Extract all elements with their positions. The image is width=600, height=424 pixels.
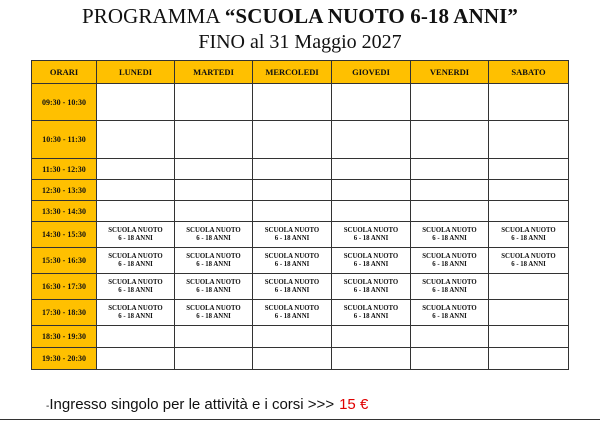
course-age-line: 6 - 18 ANNI (432, 234, 467, 242)
course-slot-cell (175, 222, 253, 248)
course-age-line: 6 - 18 ANNI (432, 312, 467, 320)
course-age-line: 6 - 18 ANNI (196, 260, 231, 268)
table-row (32, 274, 569, 300)
schedule-body (32, 84, 569, 370)
page-subtitle: FINO al 31 Maggio 2027 (198, 31, 402, 53)
schedule-table (31, 60, 569, 370)
empty-slot-cell (489, 201, 569, 222)
empty-slot-cell (332, 326, 411, 348)
empty-slot-cell (489, 180, 569, 201)
empty-slot-cell (175, 326, 253, 348)
footer-note (46, 396, 368, 413)
footer-bullet: - (46, 401, 50, 412)
course-name-line: SCUOLA NUOTO (343, 304, 399, 312)
course-slot-cell (97, 222, 175, 248)
course-slot-cell (332, 248, 411, 274)
course-name-line: SCUOLA NUOTO (108, 278, 163, 286)
course-age-line: 6 - 18 ANNI (118, 260, 153, 268)
empty-slot-cell (97, 180, 175, 201)
empty-slot-cell (97, 348, 175, 370)
empty-slot-cell (332, 348, 411, 370)
time-slot-label: 13:30 - 14:30 (32, 201, 97, 222)
time-column-header: ORARI (32, 61, 97, 84)
course-age-line: 6 - 18 ANNI (274, 312, 310, 320)
time-slot-label: 15:30 - 16:30 (32, 248, 97, 274)
course-age-line: 6 - 18 ANNI (511, 260, 546, 268)
course-slot-cell (411, 222, 489, 248)
empty-slot-cell (97, 326, 175, 348)
header-row (32, 61, 569, 84)
course-name-line: SCUOLA NUOTO (343, 278, 399, 286)
empty-slot-cell (97, 159, 175, 180)
course-name-line: SCUOLA NUOTO (422, 226, 477, 234)
empty-slot-cell (253, 201, 332, 222)
empty-slot-cell (411, 84, 489, 121)
course-slot-cell (97, 274, 175, 300)
empty-slot-cell (175, 180, 253, 201)
course-age-line: 6 - 18 ANNI (118, 312, 153, 320)
time-slot-label: 19:30 - 20:30 (32, 348, 97, 370)
price-label: 15 € (339, 396, 369, 413)
empty-slot-cell (253, 121, 332, 159)
empty-slot-cell (332, 84, 411, 121)
course-name-line: SCUOLA NUOTO (186, 252, 241, 260)
time-slot-label: 18:30 - 19:30 (32, 326, 97, 348)
course-slot-cell (411, 274, 489, 300)
time-slot-label: 10:30 - 11:30 (32, 121, 97, 159)
title-prefix: PROGRAMMA (82, 4, 220, 28)
course-age-line: 6 - 18 ANNI (353, 312, 389, 320)
course-age-line: 6 - 18 ANNI (196, 312, 231, 320)
course-name-line: SCUOLA NUOTO (108, 226, 163, 234)
empty-slot-cell (489, 348, 569, 370)
course-name-line: SCUOLA NUOTO (108, 252, 163, 260)
course-slot-cell (175, 274, 253, 300)
empty-slot-cell (489, 121, 569, 159)
course-name-line: SCUOLA NUOTO (264, 304, 320, 312)
empty-slot-cell (175, 159, 253, 180)
empty-slot-cell (411, 180, 489, 201)
empty-slot-cell (489, 300, 569, 326)
empty-slot-cell (489, 274, 569, 300)
empty-slot-cell (489, 84, 569, 121)
empty-slot-cell (175, 348, 253, 370)
empty-slot-cell (97, 121, 175, 159)
empty-slot-cell (332, 201, 411, 222)
day-header-venerdi: VENERDI (411, 61, 489, 84)
course-name-line: SCUOLA NUOTO (422, 252, 477, 260)
course-slot-cell (175, 248, 253, 274)
empty-slot-cell (175, 121, 253, 159)
table-row (32, 348, 569, 370)
course-name-line: SCUOLA NUOTO (186, 278, 241, 286)
empty-slot-cell (411, 159, 489, 180)
course-slot-cell (253, 274, 332, 300)
empty-slot-cell (97, 84, 175, 121)
course-slot-cell (175, 300, 253, 326)
empty-slot-cell (175, 84, 253, 121)
empty-slot-cell (253, 326, 332, 348)
empty-slot-cell (411, 121, 489, 159)
course-age-line: 6 - 18 ANNI (432, 286, 467, 294)
empty-slot-cell (411, 201, 489, 222)
table-row (32, 222, 569, 248)
course-name-line: SCUOLA NUOTO (501, 226, 556, 234)
empty-slot-cell (253, 84, 332, 121)
course-age-line: 6 - 18 ANNI (196, 234, 231, 242)
course-slot-cell (489, 248, 569, 274)
table-row (32, 121, 569, 159)
day-header-mercoledi: MERCOLEDI (253, 61, 332, 84)
day-header-lunedi: LUNEDI (97, 61, 175, 84)
empty-slot-cell (97, 201, 175, 222)
course-slot-cell (253, 300, 332, 326)
course-age-line: 6 - 18 ANNI (118, 286, 153, 294)
empty-slot-cell (489, 159, 569, 180)
empty-slot-cell (411, 326, 489, 348)
course-age-line: 6 - 18 ANNI (432, 260, 467, 268)
course-slot-cell (253, 248, 332, 274)
course-name-line: SCUOLA NUOTO (422, 304, 477, 312)
footer-text: Ingresso singolo per le attività e i corsi >>> (49, 396, 335, 413)
title-course: “SCUOLA NUOTO 6-18 ANNI” (224, 4, 518, 28)
course-name-line: SCUOLA NUOTO (343, 252, 399, 260)
course-age-line: 6 - 18 ANNI (118, 234, 153, 242)
course-name-line: SCUOLA NUOTO (186, 226, 241, 234)
empty-slot-cell (253, 348, 332, 370)
table-row (32, 180, 569, 201)
day-header-martedi: MARTEDI (175, 61, 253, 84)
course-name-line: SCUOLA NUOTO (186, 304, 241, 312)
time-slot-label: 09:30 - 10:30 (32, 84, 97, 121)
course-age-line: 6 - 18 ANNI (353, 260, 389, 268)
time-slot-label: 17:30 - 18:30 (32, 300, 97, 326)
table-row (32, 248, 569, 274)
day-header-giovedi: GIOVEDI (332, 61, 411, 84)
course-name-line: SCUOLA NUOTO (264, 252, 320, 260)
empty-slot-cell (332, 121, 411, 159)
table-row (32, 201, 569, 222)
course-age-line: 6 - 18 ANNI (353, 234, 389, 242)
course-age-line: 6 - 18 ANNI (196, 286, 231, 294)
course-slot-cell (253, 222, 332, 248)
empty-slot-cell (175, 201, 253, 222)
course-name-line: SCUOLA NUOTO (108, 304, 163, 312)
course-slot-cell (97, 300, 175, 326)
course-name-line: SCUOLA NUOTO (264, 278, 320, 286)
course-age-line: 6 - 18 ANNI (274, 286, 310, 294)
course-slot-cell (489, 222, 569, 248)
course-age-line: 6 - 18 ANNI (353, 286, 389, 294)
table-row (32, 300, 569, 326)
course-slot-cell (411, 248, 489, 274)
time-slot-label: 16:30 - 17:30 (32, 274, 97, 300)
time-slot-label: 12:30 - 13:30 (32, 180, 97, 201)
empty-slot-cell (489, 326, 569, 348)
empty-slot-cell (253, 159, 332, 180)
course-name-line: SCUOLA NUOTO (264, 226, 320, 234)
course-slot-cell (332, 222, 411, 248)
day-header-sabato: SABATO (489, 61, 569, 84)
time-slot-label: 14:30 - 15:30 (32, 222, 97, 248)
empty-slot-cell (332, 180, 411, 201)
page-title (0, 4, 600, 29)
table-row (32, 84, 569, 121)
empty-slot-cell (253, 180, 332, 201)
time-slot-label: 11:30 - 12:30 (32, 159, 97, 180)
course-name-line: SCUOLA NUOTO (343, 226, 399, 234)
course-slot-cell (97, 248, 175, 274)
table-row (32, 159, 569, 180)
course-age-line: 6 - 18 ANNI (274, 234, 310, 242)
course-slot-cell (411, 300, 489, 326)
bottom-divider (0, 419, 600, 420)
empty-slot-cell (332, 159, 411, 180)
course-name-line: SCUOLA NUOTO (501, 252, 556, 260)
course-slot-cell (332, 274, 411, 300)
course-name-line: SCUOLA NUOTO (422, 278, 477, 286)
empty-slot-cell (411, 348, 489, 370)
course-age-line: 6 - 18 ANNI (274, 260, 310, 268)
course-slot-cell (332, 300, 411, 326)
table-row (32, 326, 569, 348)
course-age-line: 6 - 18 ANNI (511, 234, 546, 242)
